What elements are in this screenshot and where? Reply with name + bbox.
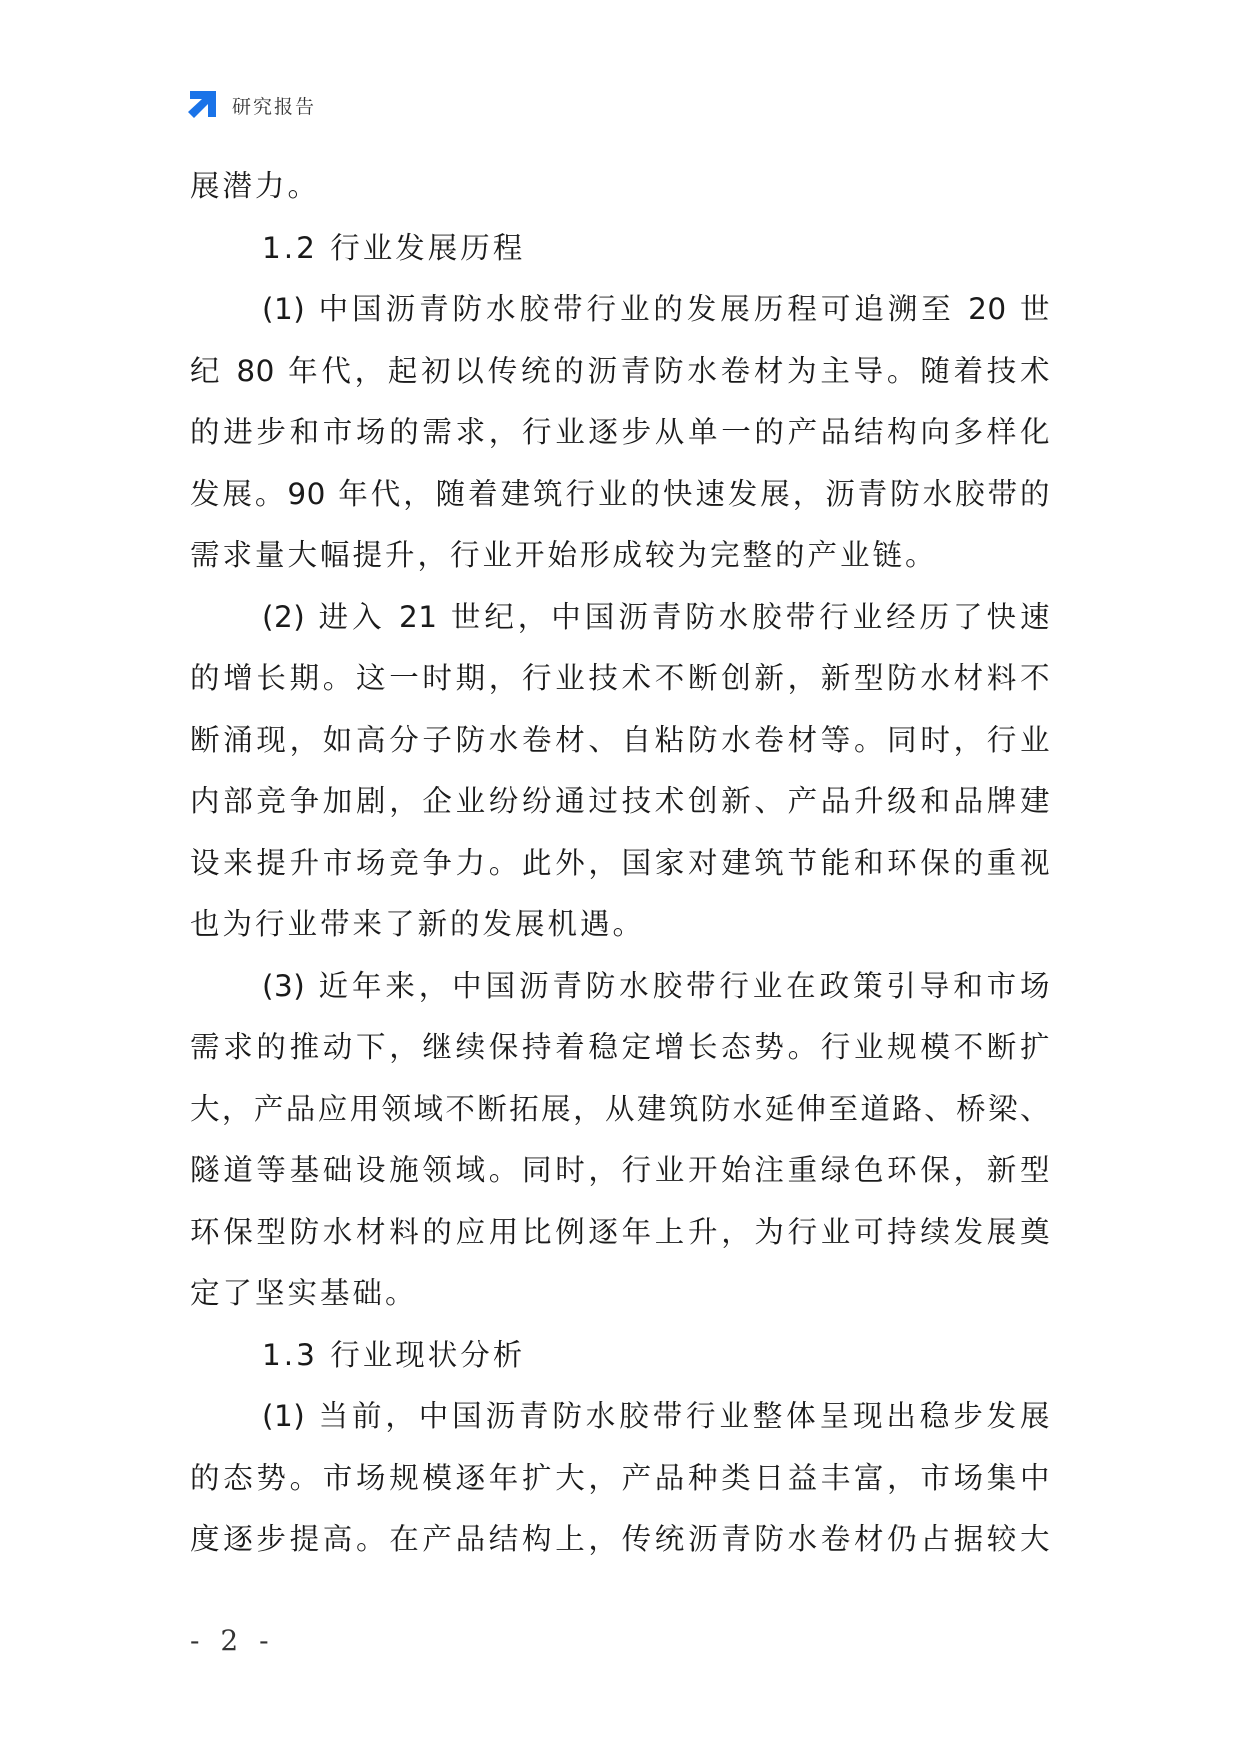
text-line: 发展。90 年代，随着建筑行业的快速发展，沥青防水胶带的 xyxy=(190,476,1050,511)
paragraph-1-2-3 xyxy=(190,956,1050,1325)
text-line: (1) 当前，中国沥青防水胶带行业整体呈现出稳步发展 xyxy=(262,1399,1050,1433)
text-line: 的增长期。这一时期，行业技术不断创新，新型防水材料不 xyxy=(190,661,1050,695)
document-body xyxy=(190,156,1050,1571)
paragraph-1-3-1 xyxy=(190,1386,1050,1571)
text-line: 环保型防水材料的应用比例逐年上升，为行业可持续发展奠 xyxy=(190,1214,1050,1249)
text-line: (2) 进入 21 世纪，中国沥青防水胶带行业经历了快速 xyxy=(262,599,1050,634)
text-line: 纪 80 年代，起初以传统的沥青防水卷材为主导。随着技术 xyxy=(190,353,1050,388)
text-line: 需求量大幅提升，行业开始形成较为完整的产业链。 xyxy=(190,538,938,572)
text-line: 的态势。市场规模逐年扩大，产品种类日益丰富，市场集中 xyxy=(190,1460,1050,1495)
arrow-up-right-icon xyxy=(186,89,218,121)
text-line: (1) 中国沥青防水胶带行业的发展历程可追溯至 20 世 xyxy=(262,292,1050,326)
section-heading-1-2: 1.2 行业发展历程 xyxy=(262,230,526,265)
paragraph-1-2-1 xyxy=(190,279,1050,587)
text-line: 断涌现，如高分子防水卷材、自粘防水卷材等。同时，行业 xyxy=(190,722,1050,757)
text-line: 设来提升市场竞争力。此外，国家对建筑节能和环保的重视 xyxy=(190,845,1050,880)
text-line: 隧道等基础设施领域。同时，行业开始注重绿色环保，新型 xyxy=(190,1153,1050,1187)
section-heading-1-3: 1.3 行业现状分析 xyxy=(262,1337,526,1372)
header-title: 研究报告 xyxy=(232,95,317,118)
text-line: 需求的推动下，继续保持着稳定增长态势。行业规模不断扩 xyxy=(190,1030,1050,1064)
text-line: 内部竞争加剧，企业纷纷通过技术创新、产品升级和品牌建 xyxy=(190,784,1050,818)
page-header xyxy=(186,88,316,122)
text-line: 定了坚实基础。 xyxy=(190,1276,418,1310)
text-line: 大，产品应用领域不断拓展，从建筑防水延伸至道路、桥梁、 xyxy=(190,1091,1050,1126)
text-line: 度逐步提高。在产品结构上，传统沥青防水卷材仍占据较大 xyxy=(190,1522,1050,1556)
text-line: 也为行业带来了新的发展机遇。 xyxy=(190,907,646,941)
paragraph-1-2-2 xyxy=(190,587,1050,956)
page-number: - 2 - xyxy=(190,1624,275,1657)
text-line: (3) 近年来，中国沥青防水胶带行业在政策引导和市场 xyxy=(262,968,1050,1003)
carry-over-line: 展潜力。 xyxy=(190,169,321,203)
text-line: 的进步和市场的需求，行业逐步从单一的产品结构向多样化 xyxy=(190,415,1050,449)
